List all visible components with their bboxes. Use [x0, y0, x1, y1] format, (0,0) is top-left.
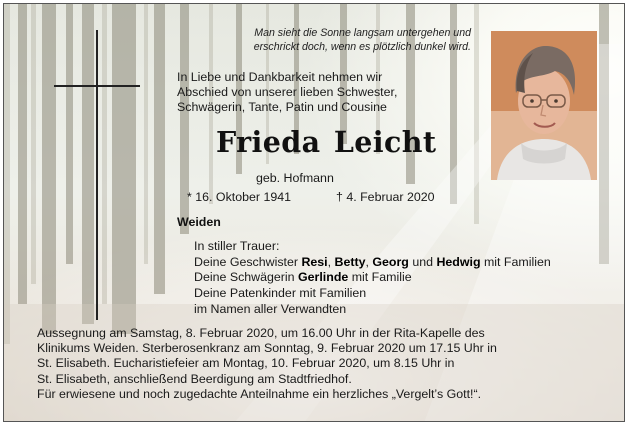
- mourners-list: [194, 239, 551, 317]
- portrait-illustration: [491, 31, 597, 180]
- service-line: St. Elisabeth. Eucharistiefeier am Montag, 10. Februar 2020, um 8.15 Uhr in: [37, 356, 455, 371]
- service-line: Für erwiesene und noch zugedachte Anteilnahme ein herzliches „Vergelt’s Gott!“.: [37, 386, 482, 401]
- motto-line: Man sieht die Sonne langsam untergehen und: [254, 27, 471, 39]
- birth-name: geb. Hofmann: [256, 171, 334, 185]
- mourners-line-sister-in-law: Deine Schwägerin Gerlinde mit Familie: [194, 270, 412, 285]
- farewell-intro: [177, 70, 469, 115]
- motto-quote: [199, 26, 471, 54]
- hometown: Weiden: [177, 215, 221, 229]
- portrait-photo: [491, 31, 597, 180]
- funeral-service-details: [37, 326, 585, 402]
- intro-line: Schwägerin, Tante, Patin und Cousine: [177, 100, 387, 114]
- cross-horizontal-bar: [54, 85, 140, 87]
- service-line: St. Elisabeth, anschließend Beerdigung am Stadtfriedhof.: [37, 371, 352, 386]
- intro-line: Abschied von unserer lieben Schwester,: [177, 85, 398, 99]
- obituary-notice: [3, 3, 625, 422]
- deceased-name: Frieda Leicht: [216, 125, 437, 159]
- service-line: Klinikums Weiden. Sterberosenkranz am Sonntag, 9. Februar 2020 um 17.15 Uhr in: [37, 341, 497, 356]
- mourners-line-siblings: Deine Geschwister Resi, Betty, Georg und Hedwig mit Familien: [194, 254, 551, 269]
- mourners-line-godchildren: Deine Patenkinder mit Familien: [194, 286, 367, 301]
- cross-vertical-bar: [96, 30, 98, 320]
- service-line: Aussegnung am Samstag, 8. Februar 2020, um 16.00 Uhr in der Rita-Kapelle des: [37, 326, 485, 340]
- mourners-line-relatives: im Namen aller Verwandten: [194, 301, 347, 316]
- death-date: † 4. Februar 2020: [336, 190, 435, 204]
- motto-line: erschrickt doch, wenn es plötzlich dunkel wird.: [253, 41, 471, 53]
- intro-line: In Liebe und Dankbarkeit nehmen wir: [177, 70, 383, 84]
- birth-date: * 16. Oktober 1941: [187, 190, 292, 204]
- mourners-intro: In stiller Trauer:: [194, 239, 280, 253]
